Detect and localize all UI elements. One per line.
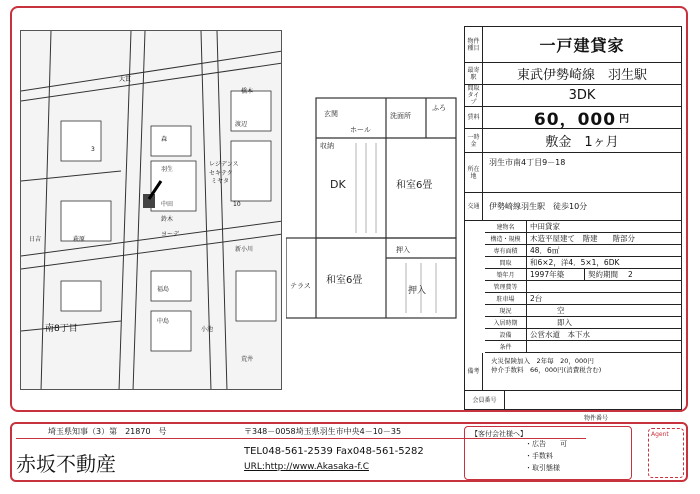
conditions-key: 条件 (485, 341, 527, 352)
layout-label: 間取タイプ (465, 85, 483, 106)
remark-insurance: 火災保険加入 2年毎 20，000円 (491, 357, 594, 365)
stamp-box (648, 428, 684, 478)
plan-label: 収納 (320, 142, 334, 150)
member-label: 会員番号 (465, 391, 505, 410)
map-label: 荒井 (241, 356, 254, 363)
license-number: 埼玉県知事（3）第 21870 号 (48, 427, 167, 436)
map-label: 新小川 (235, 246, 254, 253)
map-label: ミヤタ (211, 178, 229, 185)
map-label: 森 (161, 136, 168, 143)
plan-label: 押入 (408, 286, 427, 296)
broker-notes-box (464, 426, 632, 480)
stamp-label: Agent (651, 431, 669, 438)
plan-label: 洗面所 (390, 112, 411, 120)
facility-key: 設備 (485, 329, 527, 340)
transport-label: 交通 (465, 193, 483, 220)
map-label: 萩原 (73, 236, 86, 243)
move-in: 即入 (557, 318, 572, 327)
rent-label: 賃料 (465, 107, 483, 128)
broker-title: 【客付会社様へ】 (471, 430, 527, 438)
remarks-label: 備考 (465, 353, 483, 390)
area-key: 専有面積 (485, 245, 527, 256)
agency-footer (10, 422, 688, 482)
map-label: 橋本 (241, 88, 254, 95)
broker-type: ・取引態様 (525, 464, 560, 472)
company-name: 赤坂不動産 (16, 452, 116, 476)
map-label: 大貫 (119, 76, 132, 83)
map-district-label: 南8丁目 (45, 324, 78, 334)
map-label: 羽生 (161, 166, 174, 173)
building-name: 中田貸家 (530, 222, 560, 231)
building-name-key: 建物名 (485, 221, 527, 232)
layout-type: 3DK (568, 88, 596, 103)
built-year: 1997年築 (527, 269, 585, 280)
structure: 木造平屋建て 階建 階部分 (530, 234, 635, 243)
manager-key: 管理費等 (485, 281, 527, 292)
parking: 2台 (530, 294, 543, 303)
category-label: 物件種目 (465, 27, 483, 62)
rent-unit: 円 (619, 114, 631, 125)
deposit: 敷金 1ヶ月 (545, 135, 619, 150)
broker-fee: ・手数料 (525, 452, 553, 460)
map-label: 小池 (201, 326, 214, 333)
floor-area: 48．6㎡ (530, 246, 560, 255)
floor-plan-drawing (286, 88, 464, 328)
built-key: 築年月 (485, 269, 527, 280)
status-key: 現況 (485, 305, 527, 316)
station-label: 最寄駅 (465, 63, 483, 84)
map-label: レジデンス (209, 161, 239, 168)
plan-label: 玄関 (324, 110, 338, 118)
map-label: 中田 (161, 201, 174, 208)
move-key: 入居時期 (485, 317, 527, 328)
map-label: 3 (91, 146, 95, 153)
map-label: 渡辺 (235, 121, 248, 128)
plan-label: ホール (350, 126, 371, 134)
map-drawing (21, 31, 282, 390)
status: 空 (557, 306, 565, 315)
floor-plan (286, 88, 464, 328)
contract-term: 2 (628, 270, 633, 279)
rooms: 和6×2，洋4．5×1，6DK (530, 258, 620, 267)
plan-label: DK (330, 178, 346, 191)
property-number-label: 物件番号 (584, 415, 609, 422)
nearest-station: 東武伊勢崎線 羽生駅 (516, 68, 647, 83)
property-category: 一戸建貸家 (539, 36, 625, 55)
rent-amount: 60，000 (533, 110, 617, 130)
plan-label: テラス (290, 282, 311, 290)
remark-commission: 仲介手数料 66，000円(消費税含む) (491, 366, 602, 374)
map-label: 中島 (157, 318, 170, 325)
transport: 伊勢崎線羽生駅 徒歩10分 (489, 202, 588, 211)
map-label: 鈴木 (161, 216, 174, 223)
address: 羽生市南4丁目9－18 (489, 158, 566, 167)
plan-label: 和室6畳 (396, 180, 433, 191)
location-map (20, 30, 282, 390)
company-address: 〒348－0058埼玉県羽生市中央4－10－35 (244, 427, 402, 436)
map-label: 福島 (157, 286, 170, 293)
facilities: 公営水道 本下水 (530, 330, 590, 339)
plan-label: ふろ (432, 104, 446, 112)
broker-ad: ・広告 可 (525, 440, 567, 448)
plan-label: 和室6畳 (326, 275, 363, 286)
contract-key: 契約期間 (588, 270, 618, 279)
property-marker (143, 194, 155, 208)
map-label: セキテク (209, 170, 233, 177)
company-phone: TEL048-561-2539 Fax048-561-5282 (244, 446, 424, 457)
lump-label: 一時金 (465, 129, 483, 152)
address-label: 所在地 (465, 153, 483, 192)
map-label: 10 (233, 201, 241, 208)
company-url[interactable]: URL:http://www.Akasaka-f.C (244, 462, 369, 472)
property-info-panel (464, 26, 682, 410)
rooms-key: 間取 (485, 257, 527, 268)
parking-key: 駐車場 (485, 293, 527, 304)
map-label: 日吉 (29, 236, 42, 243)
structure-key: 構造・規模 (485, 233, 527, 244)
plan-label: 押入 (396, 246, 410, 254)
map-label: ヨーデ (161, 231, 180, 238)
